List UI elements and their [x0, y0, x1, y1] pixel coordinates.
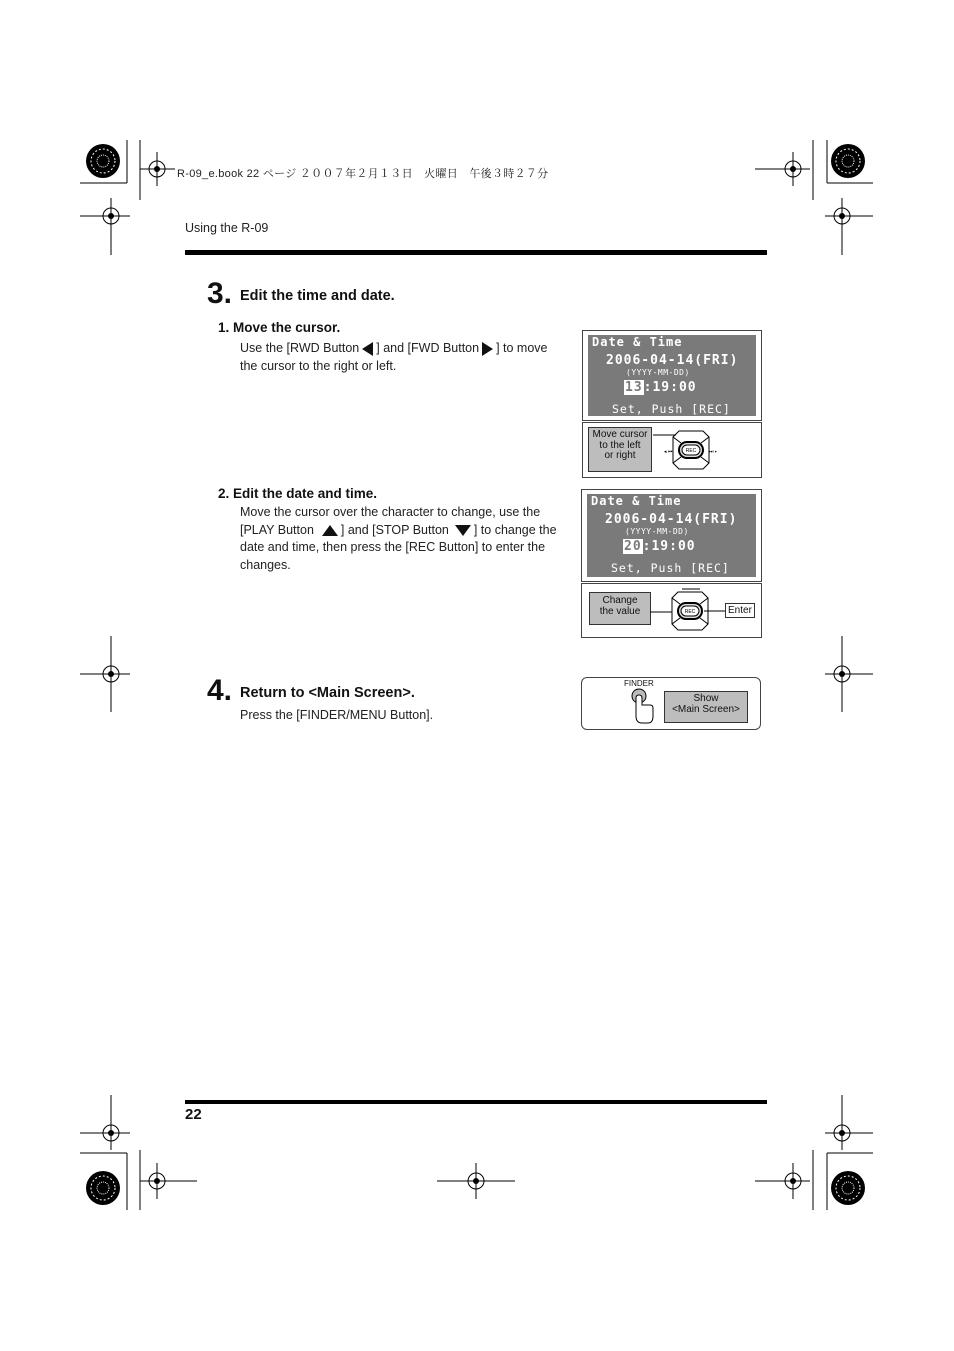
- substep-1-text: [240, 340, 560, 375]
- move-cursor-label: [588, 427, 652, 472]
- finder-label: FINDER: [624, 679, 654, 688]
- substep-2-line-2a: [PLAY Button: [240, 522, 314, 537]
- lcd-1-time: [624, 380, 697, 395]
- fwd-triangle-icon: [482, 342, 493, 356]
- svg-text:⏭ ▸: ⏭ ▸: [709, 449, 718, 455]
- substep-1-text-b: ] and [FWD Button: [376, 341, 480, 355]
- lcd-2-time: [623, 539, 696, 554]
- substep-2-line-1: Move the cursor over the character to change, use the: [240, 505, 541, 519]
- lcd-2-time-rest: :19:00: [642, 539, 696, 554]
- svg-text:◂ ⏮: ◂ ⏮: [664, 449, 673, 455]
- page-number: 22: [185, 1106, 202, 1123]
- lcd-2-cursor: 20: [624, 539, 642, 554]
- play-triangle-icon: [322, 525, 338, 536]
- show-line-1: Show: [693, 693, 719, 704]
- step-4-title: Return to <Main Screen>.: [240, 685, 415, 701]
- lcd-2-footer: Set, Push [REC]: [611, 561, 730, 575]
- header-rule: [185, 250, 767, 255]
- lcd-1-format: (YYYY-MM-DD): [626, 368, 690, 377]
- change-value-line-1: Change: [602, 595, 638, 606]
- rec-button-label: REC: [685, 448, 697, 454]
- move-cursor-line-2: to the left: [599, 439, 641, 451]
- move-cursor-line-3: or right: [604, 450, 636, 461]
- dpad-icon: [651, 425, 731, 475]
- substep-2-line-2b: ] and [STOP Button: [340, 522, 449, 537]
- finder-diagram: [581, 677, 761, 730]
- show-line-2: <Main Screen>: [672, 703, 740, 715]
- lcd-1-cursor: 13: [625, 380, 643, 395]
- running-head: Using the R-09: [185, 221, 269, 235]
- move-cursor-line-1: Move cursor: [592, 429, 648, 440]
- enter-label: Enter: [725, 603, 755, 618]
- lcd-1-title: Date & Time: [592, 335, 683, 349]
- lcd-2-format: (YYYY-MM-DD): [625, 527, 689, 536]
- rwd-triangle-icon: [362, 342, 373, 356]
- control-diagram-1: [582, 422, 762, 478]
- control-diagram-2: [581, 583, 762, 638]
- substep-2-title: 2. Edit the date and time.: [218, 486, 378, 501]
- lcd-1-date: 2006-04-14(FRI): [606, 353, 739, 368]
- print-header: R-09_e.book 22 ページ ２００７年２月１３日 火曜日 午後３時２７分: [177, 168, 549, 180]
- substep-2-line-2c: ] to change the: [473, 522, 557, 537]
- substep-1-text-d: the cursor to the right or left.: [240, 358, 397, 373]
- finger-press-icon: [626, 688, 656, 726]
- step-3-number: 3.: [207, 277, 233, 310]
- dpad-icon-2: [650, 586, 730, 636]
- substep-2-line-3: date and time, then press the [REC Button] to enter the: [240, 540, 546, 554]
- step-4-number: 4.: [207, 674, 233, 707]
- lcd-screen-1: [582, 330, 762, 421]
- change-value-label: [589, 592, 651, 625]
- substep-1-text-a: Use the [RWD Button: [240, 341, 360, 355]
- lcd-1-footer: Set, Push [REC]: [612, 402, 731, 416]
- lcd-screen-2: [581, 489, 762, 582]
- substep-1-title: 1. Move the cursor.: [218, 320, 341, 335]
- change-value-line-2: the value: [599, 605, 641, 617]
- step-4-text: Press the [FINDER/MENU Button].: [240, 708, 434, 722]
- footer-rule: [185, 1100, 767, 1104]
- show-main-screen-label: [664, 691, 748, 723]
- lcd-2-title: Date & Time: [591, 494, 682, 508]
- step-3-title: Edit the time and date.: [240, 288, 395, 304]
- substep-2-line-4: changes.: [240, 557, 291, 572]
- lcd-1-time-rest: :19:00: [643, 380, 697, 395]
- lcd-2-date: 2006-04-14(FRI): [605, 512, 738, 527]
- substep-2-text: [240, 504, 560, 574]
- stop-triangle-icon: [455, 525, 471, 536]
- substep-1-text-c: ] to move: [496, 341, 548, 355]
- rec-button-label-2: REC: [684, 609, 696, 615]
